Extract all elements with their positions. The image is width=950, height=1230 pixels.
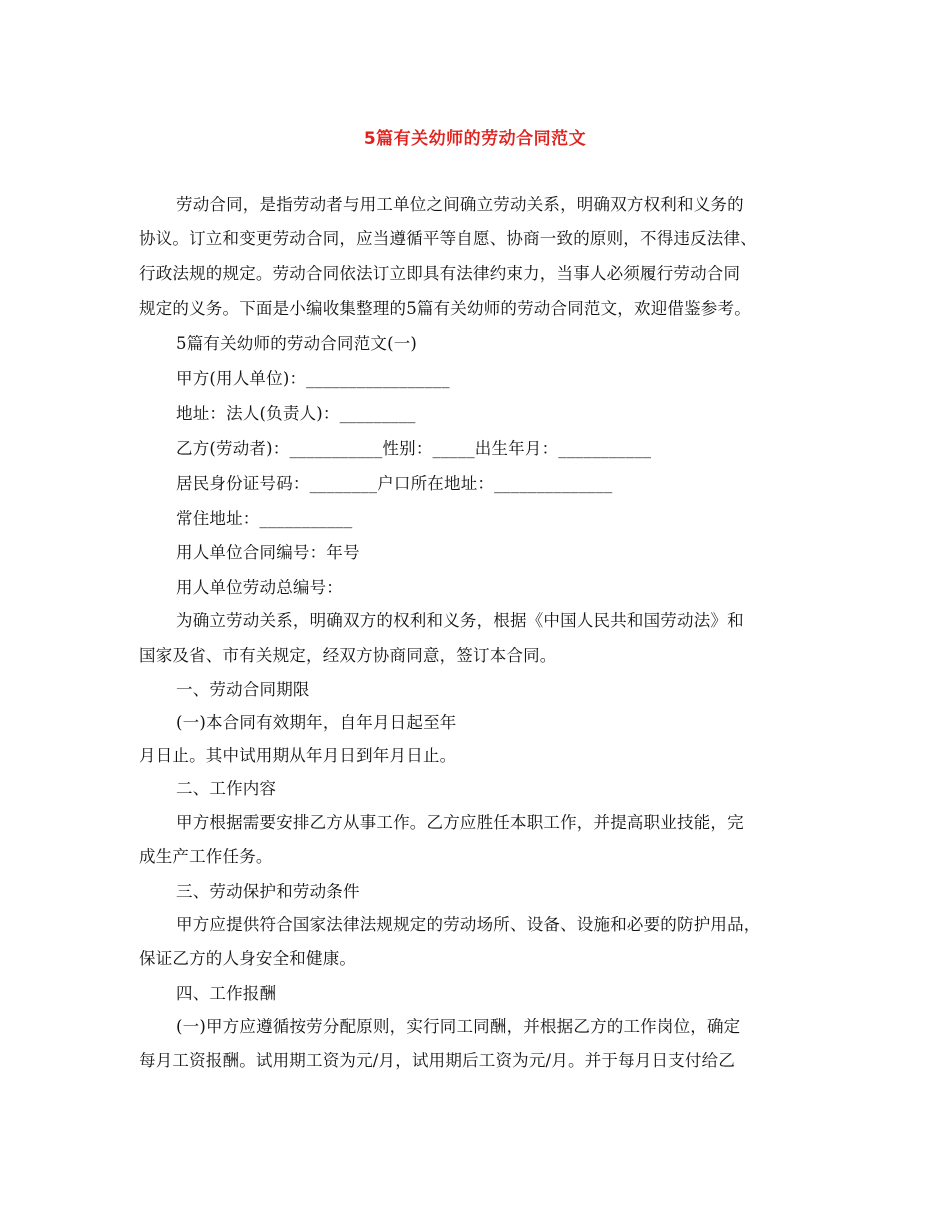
section-heading: 三、劳动保护和劳动条件 <box>176 882 360 901</box>
paragraph-line: 行政法规的规定。劳动合同依法订立即具有法律约束力，当事人必须履行劳动合同 <box>139 264 741 283</box>
section-heading: 二、工作内容 <box>176 779 277 798</box>
form-field-line: 乙方(劳动者)：___________性别：_____出生年月：___________ <box>176 439 652 458</box>
paragraph-line: 为确立劳动关系，明确双方的权利和义务，根据《中国人民共和国劳动法》和 <box>176 611 744 630</box>
paragraph-line: 劳动合同，是指劳动者与用工单位之间确立劳动关系，明确双方权利和义务的 <box>176 195 744 214</box>
form-field-line: 常住地址：___________ <box>176 509 353 528</box>
section-heading: 四、工作报酬 <box>176 984 277 1003</box>
paragraph-line: 规定的义务。下面是小编收集整理的5篇有关幼师的劳动合同范文，欢迎借鉴参考。 <box>139 299 751 318</box>
paragraph-line: 国家及省、市有关规定，经双方协商同意，签订本合同。 <box>139 646 557 665</box>
paragraph-line: 甲方应提供符合国家法律法规规定的劳动场所、设备、设施和必要的防护用品， <box>176 915 761 934</box>
form-field-line: 甲方(用人单位)：_________________ <box>176 369 450 388</box>
section-heading: 5篇有关幼师的劳动合同范文(一) <box>176 334 418 353</box>
paragraph-line: 月日止。其中试用期从年月日到年月日止。 <box>139 746 457 765</box>
form-field-line: 用人单位合同编号：年号 <box>176 543 360 562</box>
document-title: 5篇有关幼师的劳动合同范文 <box>363 129 587 149</box>
paragraph-line: 成生产工作任务。 <box>139 847 273 866</box>
paragraph-line: 保证乙方的人身安全和健康。 <box>139 949 357 968</box>
paragraph-line: (一)甲方应遵循按劳分配原则，实行同工同酬，并根据乙方的工作岗位，确定 <box>176 1017 741 1036</box>
paragraph-line: (一)本合同有效期年，自年月日起至年 <box>176 713 457 732</box>
paragraph-line: 甲方根据需要安排乙方从事工作。乙方应胜任本职工作，并提高职业技能，完 <box>176 813 744 832</box>
form-field-line: 居民身份证号码：________户口所在地址：______________ <box>176 474 613 493</box>
form-field-line: 用人单位劳动总编号： <box>176 578 343 597</box>
paragraph-line: 每月工资报酬。试用期工资为元/月，试用期后工资为元/月。并于每月日支付给乙 <box>139 1051 736 1070</box>
paragraph-line: 协议。订立和变更劳动合同，应当遵循平等自愿、协商一致的原则，不得违反法律、 <box>139 229 757 248</box>
section-heading: 一、劳动合同期限 <box>176 680 310 699</box>
form-field-line: 地址：法人(负责人)：_________ <box>176 404 416 423</box>
